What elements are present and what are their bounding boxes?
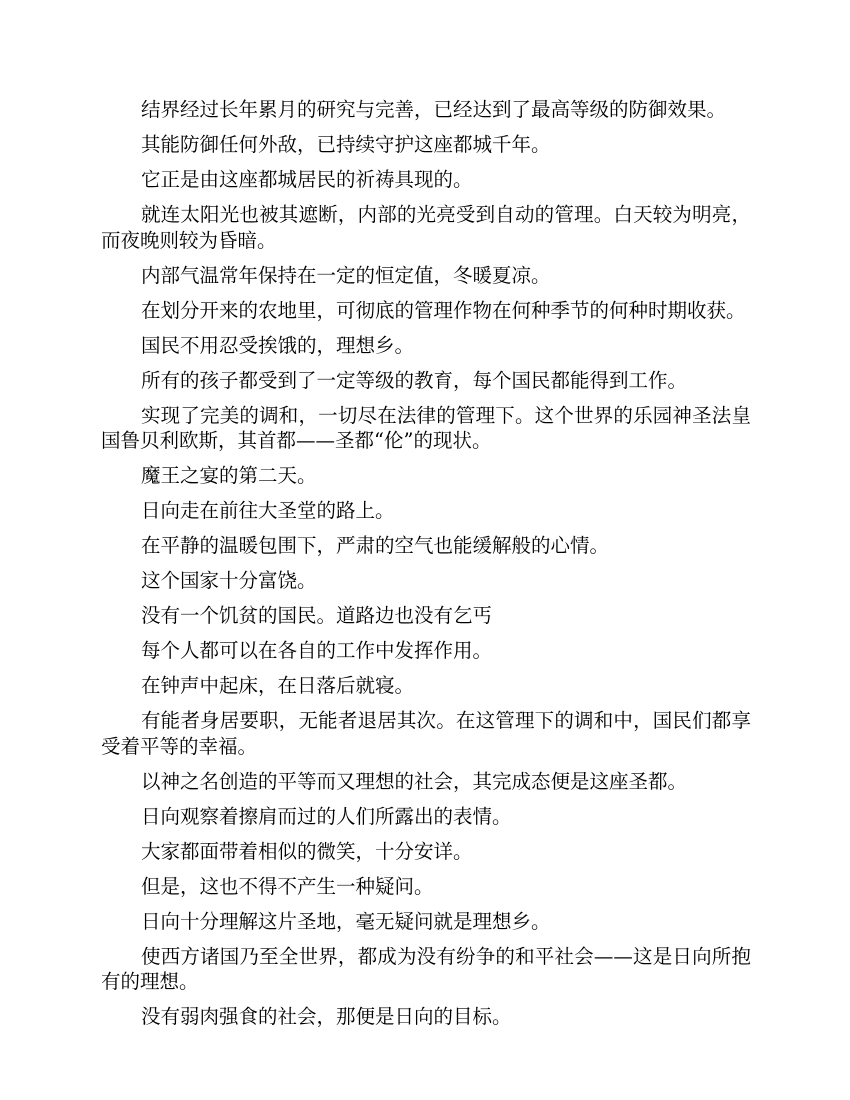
paragraph: 使西方诸国乃至全世界，都成为没有纷争的和平社会——这是日向所抱有的理想。 (101, 944, 751, 993)
paragraph: 国民不用忍受挨饿的，理想乡。 (141, 333, 415, 357)
text-body (101, 97, 751, 1039)
paragraph: 以神之名创造的平等而又理想的社会，其完成态便是这座圣都。 (141, 769, 688, 793)
paragraph: 没有一个饥贫的国民。道路边也没有乞丐 (141, 604, 493, 627)
paragraph: 在平静的温暖包围下，严肃的空气也能缓解般的心情。 (141, 534, 610, 557)
paragraph: 但是，这也不得不产生一种疑问。 (141, 874, 434, 898)
paragraph: 没有弱肉强食的社会，那便是日向的目标。 (141, 1005, 512, 1028)
paragraph: 内部气温常年保持在一定的恒定值，冬暖夏凉。 (141, 263, 551, 287)
paragraph: 结界经过长年累月的研究与完善，已经达到了最高等级的防御效果。 (141, 98, 727, 121)
paragraph: 就连太阳光也被其遮断，内部的光亮受到自动的管理。白天较为明亮，而夜晚则较为昏暗。 (101, 203, 751, 252)
paragraph: 实现了完美的调和，一切尽在法律的管理下。这个世界的乐园神圣法皇国鲁贝利欧斯，其首都——圣都“伦”的现状。 (101, 403, 751, 452)
paragraph: 其能防御任何外敌，已持续守护这座都城千年。 (141, 133, 551, 156)
paragraph: 日向走在前往大圣堂的路上。 (141, 499, 395, 522)
paragraph: 有能者身居要职，无能者退居其次。在这管理下的调和中，国民们都享受着平等的幸福。 (101, 709, 751, 758)
paragraph: 每个人都可以在各自的工作中发挥作用。 (141, 639, 493, 662)
paragraph: 所有的孩子都受到了一定等级的教育，每个国民都能得到工作。 (141, 368, 688, 392)
paragraph: 大家都面带着相似的微笑，十分安详。 (141, 839, 473, 863)
paragraph: 在划分开来的农地里，可彻底的管理作物在何种季节的何种时期收获。 (141, 298, 746, 322)
paragraph: 在钟声中起床，在日落后就寝。 (141, 674, 415, 697)
paragraph: 这个国家十分富饶。 (141, 569, 317, 592)
paragraph: 它正是由这座都城居民的祈祷具现的。 (141, 168, 473, 191)
paragraph: 魔王之宴的第二天。 (141, 464, 317, 487)
paragraph: 日向观察着擦肩而过的人们所露出的表情。 (141, 804, 512, 828)
paragraph: 日向十分理解这片圣地，毫无疑问就是理想乡。 (141, 909, 551, 933)
